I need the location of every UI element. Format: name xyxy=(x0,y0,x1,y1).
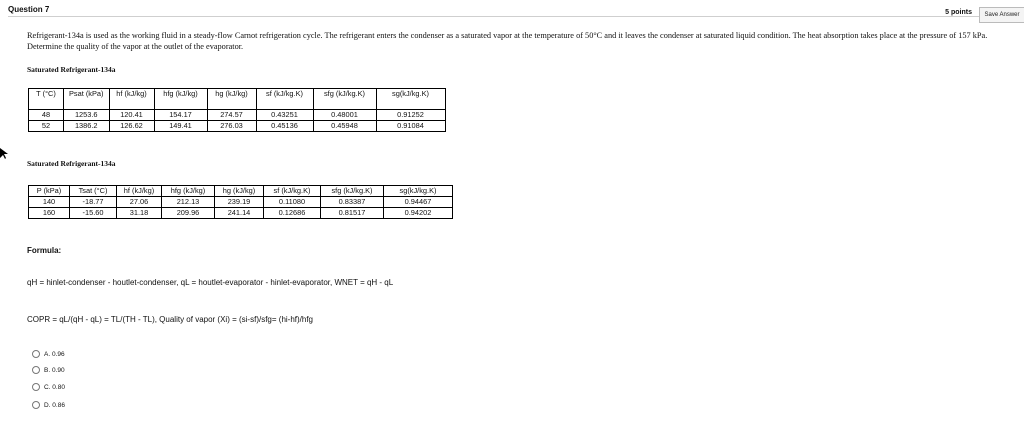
saturated-pressure-table xyxy=(28,185,453,219)
table-row xyxy=(29,208,453,219)
save-answer-button[interactable]: Save Answer xyxy=(979,7,1024,23)
table-cell: 52 xyxy=(29,121,64,132)
table-cell: 140 xyxy=(29,197,70,208)
table2-caption: Saturated Refrigerant-134a xyxy=(27,159,116,168)
table-cell: 27.06 xyxy=(117,197,162,208)
table-cell: 0.43251 xyxy=(256,110,313,121)
table-cell: 1253.6 xyxy=(64,110,110,121)
table-cell: 0.94202 xyxy=(384,208,453,219)
table-row xyxy=(29,197,453,208)
table-cell: 31.18 xyxy=(117,208,162,219)
table-cell: 0.45948 xyxy=(313,121,376,132)
table-cell: 209.96 xyxy=(162,208,215,219)
table-cell: 241.14 xyxy=(215,208,264,219)
table-header-row xyxy=(29,186,453,197)
header-cell: sg(kJ/kg.K) xyxy=(376,89,445,110)
header-cell: Psat (kPa) xyxy=(64,89,110,110)
table-cell: 0.12686 xyxy=(264,208,321,219)
table-cell: 276.03 xyxy=(207,121,256,132)
option-d[interactable] xyxy=(32,401,65,409)
radio-icon[interactable] xyxy=(32,401,40,409)
table-cell: 0.91084 xyxy=(376,121,445,132)
formula-label: Formula: xyxy=(27,246,62,255)
question-title: Question 7 xyxy=(8,5,50,14)
table-row xyxy=(29,121,446,132)
table-cell: 160 xyxy=(29,208,70,219)
header-cell: Tsat (°C) xyxy=(70,186,117,197)
mouse-cursor-icon xyxy=(0,148,8,160)
formula-cop-quality: COPR = qL/(qH - qL) = TL/(TH - TL), Quality of vapor (Xi) = (si-sf)/sfg= (hi-hf)/hfg xyxy=(27,315,314,324)
problem-statement: Refrigerant-134a is used as the working fluid in a steady-flow Carnot refrigeration cycle. The refrigerant enters the condenser as a saturated vapor at the temperature of 50°C and it leaves the condenser at saturated liquid condition. The heat absorption takes place at the pressure of 157 kPa. Determine the quality of the vapor at the outlet of the evaporator. xyxy=(27,31,988,51)
header-cell: hfg (kJ/kg) xyxy=(154,89,207,110)
table-cell: 120.41 xyxy=(109,110,154,121)
table-cell: 149.41 xyxy=(154,121,207,132)
table-cell: 0.48001 xyxy=(313,110,376,121)
header-cell: T (°C) xyxy=(29,89,64,110)
radio-icon[interactable] xyxy=(32,350,40,358)
option-c[interactable] xyxy=(32,383,65,391)
table-cell: 0.45136 xyxy=(256,121,313,132)
table-cell: 154.17 xyxy=(154,110,207,121)
table-cell: 274.57 xyxy=(207,110,256,121)
table-cell: -18.77 xyxy=(70,197,117,208)
formula-energy: qH = hinlet-condenser - houtlet-condenser, qL = houtlet-evaporator - hinlet-evaporator, WNET = qH - qL xyxy=(27,278,394,287)
header-cell: sfg (kJ/kg.K) xyxy=(313,89,376,110)
header-cell: sg(kJ/kg.K) xyxy=(384,186,453,197)
table-header-row xyxy=(29,89,446,110)
header-cell: hfg (kJ/kg) xyxy=(162,186,215,197)
header-cell: P (kPa) xyxy=(29,186,70,197)
header-cell: hf (kJ/kg) xyxy=(109,89,154,110)
option-a[interactable] xyxy=(32,350,65,358)
header-cell: sf (kJ/kg.K) xyxy=(256,89,313,110)
option-b[interactable] xyxy=(32,366,65,374)
header-cell: sf (kJ/kg.K) xyxy=(264,186,321,197)
radio-icon[interactable] xyxy=(32,366,40,374)
table-cell: 126.62 xyxy=(109,121,154,132)
table-cell: 1386.2 xyxy=(64,121,110,132)
table-cell: 0.91252 xyxy=(376,110,445,121)
table-cell: 239.19 xyxy=(215,197,264,208)
points-label: 5 points xyxy=(945,9,972,16)
option-label: A. 0.96 xyxy=(44,350,65,358)
header-cell: hg (kJ/kg) xyxy=(215,186,264,197)
table-cell: 0.83387 xyxy=(321,197,384,208)
table-cell: 48 xyxy=(29,110,64,121)
table-cell: -15.60 xyxy=(70,208,117,219)
table1-caption: Saturated Refrigerant-134a xyxy=(27,65,116,74)
option-label: B. 0.90 xyxy=(44,366,65,374)
option-label: C. 0.80 xyxy=(44,383,65,391)
table-row xyxy=(29,110,446,121)
option-label: D. 0.86 xyxy=(44,401,65,409)
radio-icon[interactable] xyxy=(32,383,40,391)
table-cell: 0.81517 xyxy=(321,208,384,219)
saturated-temp-table xyxy=(28,88,446,132)
table-cell: 0.11080 xyxy=(264,197,321,208)
table-cell: 0.94467 xyxy=(384,197,453,208)
header-cell: hf (kJ/kg) xyxy=(117,186,162,197)
header-cell: hg (kJ/kg) xyxy=(207,89,256,110)
header-divider xyxy=(8,16,1024,17)
header-cell: sfg (kJ/kg.K) xyxy=(321,186,384,197)
table-cell: 212.13 xyxy=(162,197,215,208)
